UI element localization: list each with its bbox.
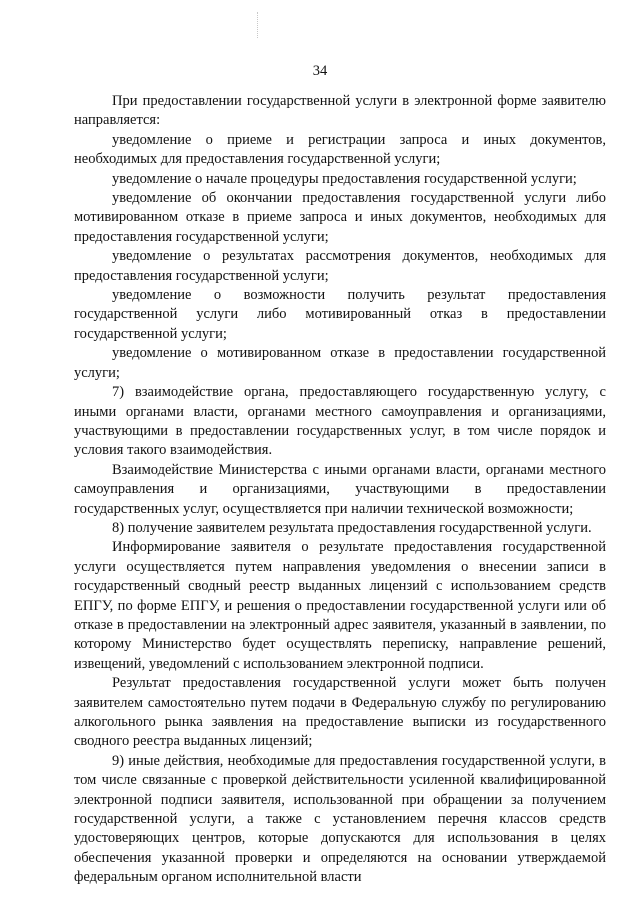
paragraph-intro: При предоставлении государственной услуги в электронной форме заявителю направляется: bbox=[74, 93, 606, 129]
paragraph-notice-end: уведомление об окончании предоставления государственной услуги либо мотивированном отказе в приеме запроса и иных документов, необходимых для предоставления государственной услуги; bbox=[74, 190, 606, 245]
paragraph-interaction: Взаимодействие Министерства с иными органами власти, органами местного самоуправления и организациями, участвующими в предоставлении государственных услуг, осуществляется при наличии технической возможности; bbox=[74, 461, 606, 517]
paragraph-notice-refusal: уведомление о мотивированном отказе в предоставлении государственной услуги; bbox=[74, 345, 606, 381]
paragraph-informing: Информирование заявителя о результате предоставления государственной услуги осуществляется путем направления уведомления о внесении записи в государственный сводный реестр выданных лицензий с использованием средств ЕПГУ, по форме ЕПГУ, и решения о предоставлении государственной услуги или об отказе в предоставлении на электронный адрес заявителя, указанный в заявлении, по которому Министерство будет осуществлять переписку, направление решений, извещений, уведомлений с использованием электронной подписи. bbox=[74, 539, 606, 672]
paragraph-item-7: 7) взаимодействие органа, предоставляющего государственную услугу, с иными органами власти, органами местного самоуправления и организациями, участвующими в предоставлении государственных услуг, в том числе порядок и условия такого взаимодействия. bbox=[74, 384, 606, 459]
paragraph-item-8: 8) получение заявителем результата предоставления государственной услуги. bbox=[112, 519, 592, 536]
paragraph-notice-possibility: уведомление о возможности получить результат предоставления государственной услуги либо мотивированный отказ в предоставлении государственной услуги; bbox=[74, 287, 606, 342]
paragraph-notice-start: уведомление о начале процедуры предоставления государственной услуги; bbox=[112, 170, 577, 187]
scan-artifact-mark bbox=[257, 12, 259, 38]
paragraph-notice-results: уведомление о результатах рассмотрения документов, необходимых для предоставления государственной услуги; bbox=[74, 248, 606, 284]
page-number: 34 bbox=[312, 63, 328, 79]
paragraph-notice-receipt: уведомление о приеме и регистрации запроса и иных документов, необходимых для предоставления государственной услуги; bbox=[74, 131, 606, 168]
document-body bbox=[74, 92, 606, 888]
paragraph-result-obtain: Результат предоставления государственной услуги может быть получен заявителем самостоятельно путем подачи в Федеральную службу по регулированию алкогольного рынка заявления на предоставление выписки из государственного сводного реестра выданных лицензий; bbox=[74, 675, 606, 750]
paragraph-item-9: 9) иные действия, необходимые для предоставления государственной услуги, в том числе связанные с проверкой действительности усиленной квалифицированной электронной подписи заявителя, использованной при обращении за получением государственной услуги, а также с установлением перечня классов средств удостоверяющих центров, которые допускаются для использования в целях обеспечения указанной проверки и определяются на основании утверждаемой федеральным органом исполнительной власти bbox=[74, 752, 606, 886]
